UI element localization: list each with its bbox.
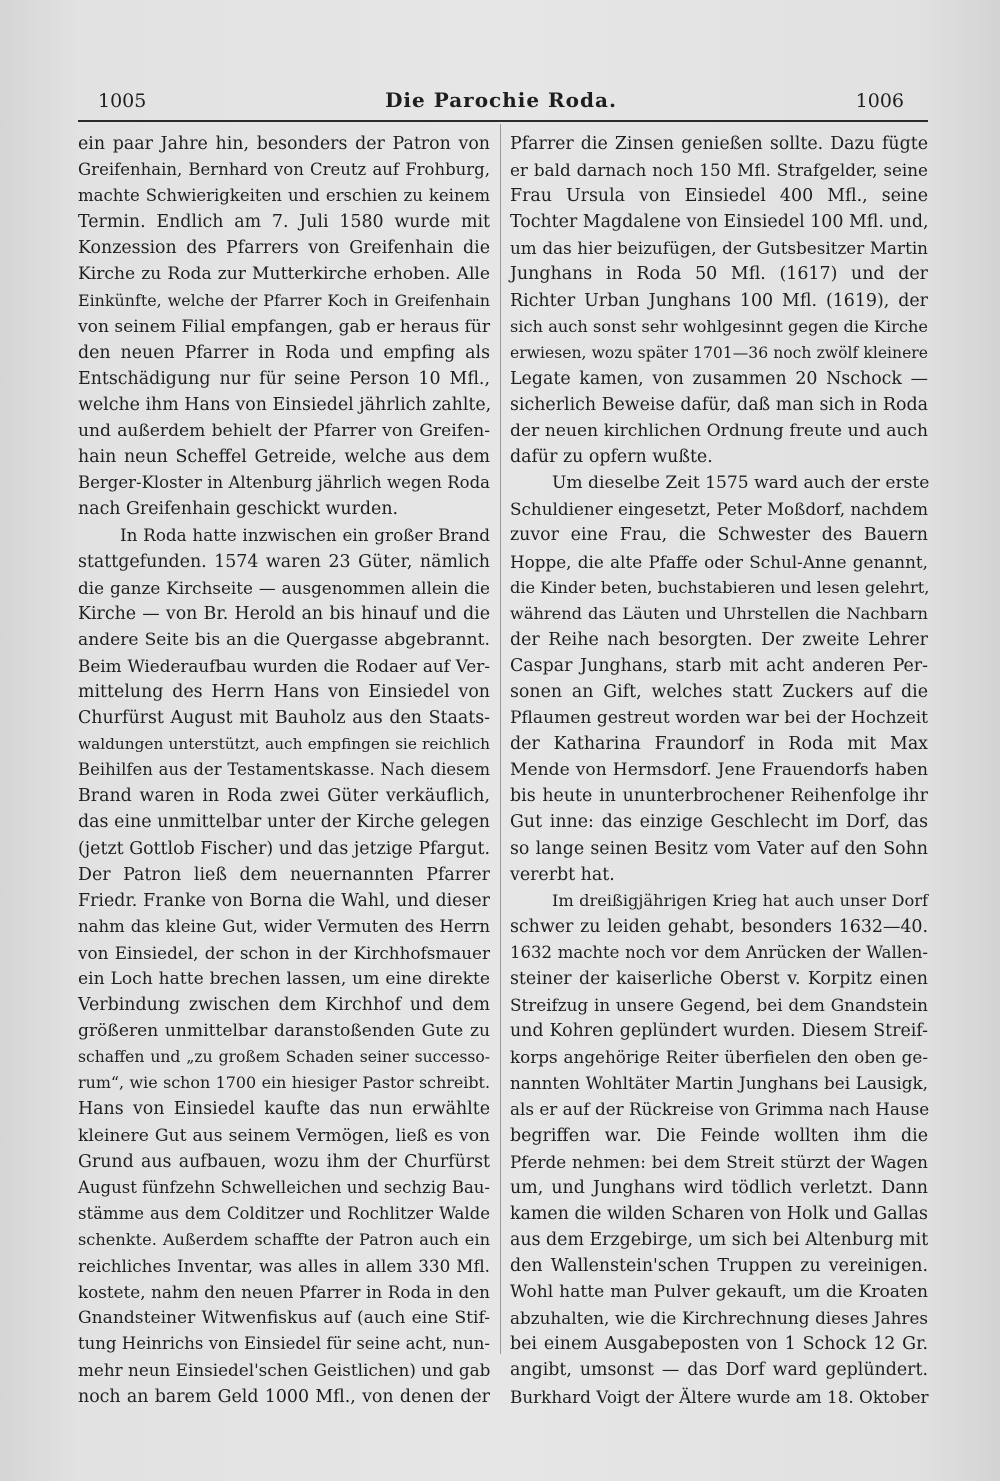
text-line: dafür zu opfern wußte.: [510, 447, 713, 468]
text-line: kamen die wilden Scharen von Holk und Gallas: [510, 1203, 928, 1224]
text-line: und außerdem behielt der Pfarrer von Greifen-: [78, 421, 490, 442]
text-line: zuvor eine Frau, die Schwester des Bauern: [510, 525, 928, 546]
running-title: Die Parochie Roda.: [385, 88, 617, 112]
text-line: die ganze Kirchseite — ausgenommen allein die: [78, 577, 490, 598]
text-line: sonen an Gift, welches statt Zuckers auf die: [510, 681, 928, 702]
header-rule: [78, 120, 928, 122]
text-line: steiner der kaiserliche Oberst v. Korpitz einen: [510, 969, 928, 989]
text-line: Gnandsteiner Witwenfiskus auf (auch eine Stif-: [78, 1308, 490, 1329]
text-line: nahm das kleine Gut, wider Vermuten des Herrn: [78, 916, 490, 936]
text-line: so lange seinen Besitz vom Vater auf den Sohn: [510, 838, 928, 859]
text-line: mehr neun Einsiedel'schen Geistlichen) und gab: [78, 1360, 491, 1381]
text-line: Konzession des Pfarrers von Greifenhain die: [78, 238, 490, 259]
text-line: schaffen und „zu großem Schaden seiner successo-: [78, 1048, 490, 1067]
text-line: der Katharina Fraundorf in Roda mit Max: [510, 734, 928, 755]
text-line: während das Läuten und Uhrstellen die Nachbarn: [510, 603, 928, 623]
text-line: Pferde nehmen: bei dem Streit stürzt der Wagen: [510, 1151, 928, 1172]
text-line: Tochter Magdalene von Einsiedel 100 Mfl. und,: [510, 212, 929, 233]
text-line: waldungen unterstützt, auch empfingen sie reichlich: [78, 735, 490, 754]
text-line: Caspar Junghans, starb mit acht anderen Per-: [510, 655, 928, 676]
text-line: Hoppe, die alte Pfaffe oder Schul-Anne genannt,: [510, 551, 928, 572]
right-column: [510, 131, 930, 1407]
text-line: stattgefunden. 1574 waren 23 Güter, nämlich: [78, 551, 490, 572]
text-line: Hans von Einsiedel kaufte das nun erwählte: [78, 1099, 490, 1120]
text-line: er bald darnach noch 150 Mfl. Strafgelder, seine: [510, 160, 928, 181]
text-line: stämme aus dem Colditzer und Rochlitzer Walde: [78, 1203, 490, 1223]
text-line: Junghans in Roda 50 Mfl. (1617) und der: [510, 264, 928, 285]
text-line: von seinem Filial empfangen, gab er heraus für: [78, 316, 491, 337]
text-line: aus dem Erzgebirge, um sich bei Altenburg mit: [510, 1229, 929, 1250]
text-line: von Einsiedel, der schon in der Kirchhofsmauer: [78, 942, 490, 963]
text-line: größeren unmittelbar daranstoßenden Gute zu: [78, 1021, 490, 1042]
text-line: Friedr. Franke von Borna die Wahl, und dieser: [78, 890, 490, 911]
text-line: schenkte. Außerdem schaffte der Patron auch ein: [78, 1229, 490, 1249]
text-line: ein Loch hatte brechen lassen, um eine direkte: [78, 969, 490, 989]
text-line: Entschädigung nur für seine Person 10 Mfl.,: [78, 368, 490, 389]
text-line: Pfarrer die Zinsen genießen sollte. Dazu fügte: [510, 134, 928, 154]
text-line: sicherlich Beweise dafür, daß man sich in Roda: [510, 394, 928, 415]
text-line: und Kohren geplündert wurden. Diesem Streif-: [510, 1021, 928, 1042]
text-line: der neuen kirchlichen Ordnung freute und auch: [510, 421, 928, 442]
text-line: andere Seite bis an die Quergasse abgebrannt.: [78, 629, 490, 650]
text-line: Brand waren in Roda zwei Güter verkäuflich,: [78, 786, 490, 807]
text-line: Wohl hatte man Pulver gekauft, um die Kroaten: [510, 1282, 928, 1303]
text-line: mittelung des Herrn Hans von Einsiedel von: [78, 681, 490, 702]
text-line: das eine unmittelbar unter der Kirche gelegen: [78, 812, 490, 833]
text-line: die Kinder beten, buchstabieren und lesen gelehrt,: [510, 577, 930, 597]
text-line: Einkünfte, welche der Pfarrer Koch in Greifenhain: [78, 290, 490, 310]
text-line: Beim Wiederaufbau wurden die Rodaer auf Ver-: [78, 655, 490, 676]
text-line: Der Patron ließ dem neuernannten Pfarrer: [78, 864, 490, 885]
text-line: welche ihm Hans von Einsiedel jährlich zahlte,: [78, 394, 492, 415]
text-line: Grund aus aufbauen, wozu ihm der Churfürst: [78, 1151, 490, 1172]
text-line: machte Schwierigkeiten und erschien zu keinem: [78, 186, 490, 206]
text-line: den Wallenstein'schen Truppen zu vereinigen.: [510, 1256, 928, 1277]
text-line: hain neun Scheffel Getreide, welche aus dem: [78, 447, 490, 468]
text-line: Burkhard Voigt der Ältere wurde am 18. Oktober: [510, 1386, 929, 1407]
text-line: nach Greifenhain geschickt wurden.: [78, 499, 399, 520]
text-line: Pflaumen gestreut worden war bei der Hochzeit: [510, 708, 929, 729]
text-line: Beihilfen aus der Testamentskasse. Nach diesem: [78, 760, 490, 780]
text-line: abzuhalten, wie die Kirchrechnung dieses Jahres: [510, 1308, 928, 1329]
text-line: Mende von Hermsdorf. Jene Frauendorfs haben: [510, 760, 928, 781]
text-line: kleinere Gut aus seinem Vermögen, ließ es von: [78, 1125, 490, 1146]
text-line: Termin. Endlich am 7. Juli 1580 wurde mit: [78, 212, 490, 233]
text-line: ein paar Jahre hin, besonders der Patron von: [78, 134, 490, 154]
text-line: um das hier beizufügen, der Gutsbesitzer Martin: [510, 238, 928, 259]
text-line: schwer zu leiden gehabt, besonders 1632—40.: [510, 916, 928, 937]
page-header: [98, 86, 904, 116]
text-line: angibt, umsonst — das Dorf ward geplündert.: [510, 1360, 928, 1381]
text-line: Um dieselbe Zeit 1575 ward auch der erste: [552, 473, 930, 494]
text-line: tung Heinrichs von Einsiedel für seine acht, nun-: [78, 1334, 490, 1354]
text-line: Gut inne: das einzige Geschlecht im Dorf, das: [510, 812, 928, 833]
text-line: 1632 machte noch vor dem Anrücken der Wallen-: [510, 942, 928, 962]
text-line: vererbt hat.: [510, 864, 615, 885]
text-line: In Roda hatte inzwischen ein großer Brand: [120, 525, 490, 546]
text-line: Kirche — von Br. Herold an bis hinauf und die: [78, 603, 490, 624]
text-line: rum“, wie schon 1700 ein hiesiger Pastor schreibt.: [78, 1073, 490, 1093]
text-line: kostete, nahm den neuen Pfarrer in Roda in den: [78, 1282, 490, 1303]
text-line: Frau Ursula von Einsiedel 400 Mfl., seine: [510, 186, 928, 207]
text-line: Churfürst August mit Bauholz aus den Staats-: [78, 708, 490, 729]
text-line: erwiesen, wozu später 1701—36 noch zwölf kleinere: [510, 343, 928, 362]
column-separator: [500, 124, 501, 1354]
text-line: Streifzug in unsere Gegend, bei dem Gnandstein: [510, 995, 928, 1016]
text-line: Berger-Kloster in Altenburg jährlich wegen Roda: [78, 473, 490, 493]
text-line: nannten Wohltäter Martin Junghans bei Lausigk,: [510, 1073, 928, 1094]
text-line: den neuen Pfarrer in Roda und empfing als: [78, 342, 490, 363]
text-line: bei einem Ausgabeposten von 1 Schock 12 Gr.: [510, 1334, 928, 1355]
text-line: sich auch sonst sehr wohlgesinnt gegen die Kirche: [510, 316, 928, 336]
text-line: korps angehörige Reiter überfielen den oben ge-: [510, 1047, 928, 1068]
text-line: Legate kamen, von zusammen 20 Nschock —: [510, 368, 928, 389]
text-line: Schuldiener eingesetzt, Peter Moßdorf, nachdem: [510, 499, 929, 520]
text-line: Kirche zu Roda zur Mutterkirche erhoben. Alle: [78, 264, 490, 285]
text-line: August fünfzehn Schwelleichen und sechzig Bau-: [78, 1177, 490, 1197]
text-line: Im dreißigjährigen Krieg hat auch unser Dorf: [552, 890, 928, 910]
text-line: Greifenhain, Bernhard von Creutz auf Frohburg,: [78, 160, 490, 180]
left-column: [78, 131, 492, 1407]
page-number-right: 1006: [855, 90, 904, 112]
text-line: bis heute in ununterbrochener Reihenfolge ihr: [510, 786, 928, 807]
text-line: (jetzt Gottlob Fischer) und das jetzige Pfargut.: [78, 838, 490, 859]
text-line: begriffen war. Die Feinde wollten ihm die: [510, 1125, 928, 1146]
text-line: Richter Urban Junghans 100 Mfl. (1619), der: [510, 290, 928, 311]
text-line: Verbindung zwischen dem Kirchhof und dem: [78, 995, 490, 1016]
text-line: als er auf der Rückreise von Grimma nach Hause: [510, 1099, 930, 1120]
text-line: noch an barem Geld 1000 Mfl., von denen der: [78, 1386, 490, 1407]
page-number-left: 1005: [98, 90, 147, 112]
text-line: der Reihe nach besorgten. Der zweite Lehrer: [510, 629, 928, 650]
text-line: um, und Junghans wird tödlich verletzt. Dann: [510, 1177, 928, 1198]
text-line: reichliches Inventar, was alles in allem 330 Mfl.: [78, 1256, 490, 1277]
